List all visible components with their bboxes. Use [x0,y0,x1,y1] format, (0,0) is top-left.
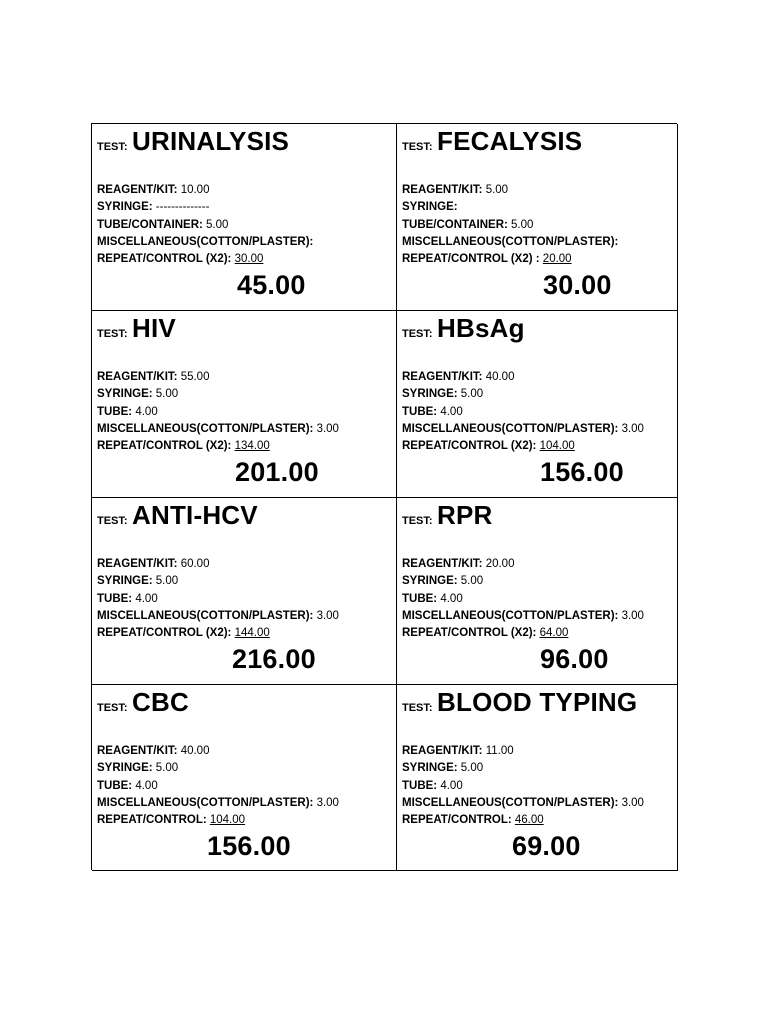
cost-label: MISCELLANEOUS(COTTON/PLASTER): [402,609,619,622]
cost-breakdown [97,369,339,455]
cost-label: REPEAT/CONTROL (X2): [97,253,232,266]
cost-value: 5.00 [152,762,179,775]
cost-label: SYRINGE: [402,762,458,775]
cost-label: REPEAT/CONTROL: [97,814,207,827]
cost-value: 5.00 [482,184,509,196]
test-total: 96.00 [540,644,609,674]
cost-line [97,386,339,403]
cost-line [402,438,644,455]
cost-line [97,421,339,438]
repeat-control-value: 30.00 [234,253,264,266]
cost-label: SYRINGE: [97,762,153,775]
cost-value: 5.00 [457,388,484,401]
cost-label: REAGENT/KIT: [402,371,483,383]
cost-label: MISCELLANEOUS(COTTON/PLASTER): [97,796,314,809]
cost-label: SYRINGE: [402,388,458,401]
cost-label: REAGENT/KIT: [97,558,178,570]
cost-label: MISCELLANEOUS(COTTON/PLASTER): [402,235,619,248]
test-total: 69.00 [512,831,581,861]
cost-value: 11.00 [482,745,514,757]
test-card-hiv [92,311,397,498]
cost-label: SYRINGE: [402,201,458,214]
cost-label: REAGENT/KIT: [97,371,178,383]
cost-value: 4.00 [132,779,158,792]
cost-label: MISCELLANEOUS(COTTON/PLASTER): [97,609,314,622]
cost-value: 40.00 [482,371,515,383]
test-heading [402,128,582,154]
cost-line [97,760,339,777]
cost-line [97,625,339,642]
test-card-hbsag [397,311,678,498]
test-total: 45.00 [237,270,306,300]
cost-label: TUBE: [402,592,438,605]
test-heading [402,689,637,715]
cost-label: TUBE: [402,779,438,792]
cost-breakdown [402,556,644,642]
test-heading [402,315,525,341]
cost-label: REPEAT/CONTROL: [402,814,512,827]
cost-line [402,556,644,573]
cost-line [402,795,644,812]
repeat-control-value: 104.00 [209,814,246,827]
cost-value: 3.00 [618,422,644,435]
cost-line [402,743,644,760]
test-prefix: TEST: [97,328,128,340]
cost-label: REPEAT/CONTROL (X2) : [402,253,540,266]
cost-label: REPEAT/CONTROL (X2): [402,627,537,640]
test-name: FECALYSIS [437,126,583,156]
test-prefix: TEST: [402,702,433,714]
cost-value: 4.00 [437,405,463,418]
cost-breakdown [402,182,618,268]
test-card-rpr [397,498,678,685]
cost-line [97,404,339,421]
cost-line [97,591,339,608]
test-card-fecalysis [397,124,678,311]
test-total: 156.00 [207,831,291,861]
cost-line [97,217,313,234]
cost-value: 55.00 [177,371,210,383]
cost-value: 3.00 [618,609,644,622]
test-card-anti-hcv [92,498,397,685]
cost-label: REPEAT/CONTROL (X2): [97,627,232,640]
cost-value: 20.00 [482,558,515,570]
cost-line [97,251,313,268]
cost-line [97,608,339,625]
test-heading [402,502,493,528]
cost-label: TUBE: [97,779,133,792]
cost-label: MISCELLANEOUS(COTTON/PLASTER): [402,422,619,435]
cost-breakdown [402,743,644,829]
test-name: HIV [132,313,176,343]
cost-line [402,608,644,625]
repeat-control-value: 144.00 [234,627,270,640]
cost-label: MISCELLANEOUS(COTTON/PLASTER): [97,422,314,435]
cost-label: TUBE: [97,592,133,605]
cost-value: 5.00 [152,388,179,401]
test-name: URINALYSIS [132,126,290,156]
cost-value: -------------- [152,201,210,214]
cost-line [402,778,644,795]
cost-label: REAGENT/KIT: [402,745,483,757]
cost-line [97,182,313,199]
cost-line [97,438,339,455]
cost-value: 5.00 [457,762,484,775]
cost-label: SYRINGE: [97,575,153,588]
cost-breakdown [402,369,644,455]
cost-value: 3.00 [618,796,644,809]
test-total: 156.00 [540,457,624,487]
cost-value: 3.00 [313,422,339,435]
test-prefix: TEST: [97,515,128,527]
cost-label: REAGENT/KIT: [402,184,483,196]
cost-breakdown [97,743,339,829]
cost-value: 5.00 [152,575,179,588]
cost-line [402,404,644,421]
cost-line [402,251,618,268]
cost-line [97,778,339,795]
cost-label: REPEAT/CONTROL (X2): [402,440,537,453]
cost-line [402,234,618,251]
repeat-control-value: 104.00 [539,440,575,453]
cost-value: 3.00 [313,796,339,809]
cost-label: REAGENT/KIT: [97,745,178,757]
test-prefix: TEST: [402,141,433,153]
test-total: 201.00 [235,457,319,487]
cost-line [402,386,644,403]
cost-label: SYRINGE: [402,575,458,588]
test-name: ANTI-HCV [132,500,258,530]
cost-value: 5.00 [202,218,229,231]
cost-line [402,573,644,590]
cost-line [402,812,644,829]
repeat-control-value: 20.00 [542,253,572,266]
test-card-cbc [92,685,397,871]
cost-label: REAGENT/KIT: [402,558,483,570]
cost-value: 5.00 [507,218,534,231]
cost-value: 4.00 [437,592,463,605]
test-name: HBsAg [437,313,525,343]
price-sheet [91,123,677,870]
cost-value: 10.00 [177,184,210,196]
cost-value: 4.00 [132,405,158,418]
cost-line [402,625,644,642]
repeat-control-value: 46.00 [514,814,544,827]
cost-line [97,234,313,251]
test-card-blood-typing [397,685,678,871]
cost-line [97,812,339,829]
cost-line [97,369,339,386]
test-heading [97,315,176,341]
test-name: BLOOD TYPING [437,687,638,717]
cost-line [402,591,644,608]
test-heading [97,689,189,715]
repeat-control-value: 134.00 [234,440,270,453]
test-grid [92,124,677,870]
cost-label: MISCELLANEOUS(COTTON/PLASTER): [402,796,619,809]
cost-line [402,760,644,777]
test-prefix: TEST: [402,515,433,527]
test-total: 216.00 [232,644,316,674]
cost-line [402,199,618,216]
test-prefix: TEST: [97,702,128,714]
cost-line [402,217,618,234]
test-card-urinalysis [92,124,397,311]
cost-label: TUBE/CONTAINER: [402,218,508,231]
cost-label: TUBE: [97,405,133,418]
cost-value: 4.00 [437,779,463,792]
cost-label: SYRINGE: [97,201,153,214]
cost-line [97,199,313,216]
cost-breakdown [97,182,313,268]
test-total: 30.00 [543,270,612,300]
cost-label: SYRINGE: [97,388,153,401]
cost-label: TUBE: [402,405,438,418]
cost-line [97,795,339,812]
cost-label: REPEAT/CONTROL (X2): [97,440,232,453]
cost-value: 4.00 [132,592,158,605]
cost-label: MISCELLANEOUS(COTTON/PLASTER): [97,235,314,248]
repeat-control-value: 64.00 [539,627,569,640]
test-prefix: TEST: [402,328,433,340]
cost-label: TUBE/CONTAINER: [97,218,203,231]
cost-line [97,743,339,760]
cost-line [97,556,339,573]
cost-line [402,369,644,386]
test-heading [97,128,289,154]
test-prefix: TEST: [97,141,128,153]
cost-value: 5.00 [457,575,484,588]
cost-line [402,421,644,438]
cost-value: 60.00 [177,558,210,570]
test-name: CBC [132,687,189,717]
test-heading [97,502,258,528]
cost-line [402,182,618,199]
cost-value: 40.00 [177,745,210,757]
cost-breakdown [97,556,339,642]
cost-line [97,573,339,590]
cost-label: REAGENT/KIT: [97,184,178,196]
cost-value: 3.00 [313,609,339,622]
test-name: RPR [437,500,493,530]
